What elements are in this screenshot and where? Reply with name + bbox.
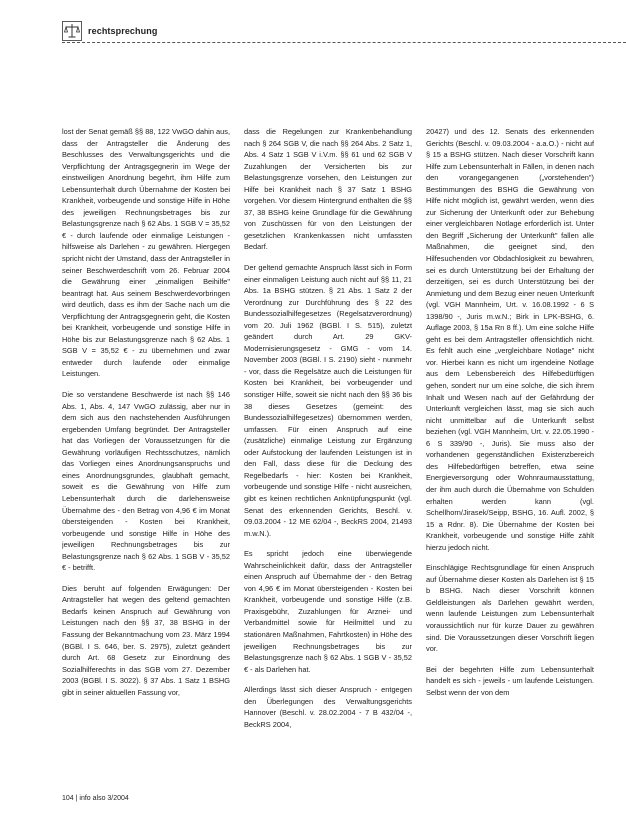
text-column-2: [244, 126, 412, 784]
paragraph: Der geltend gemachte Anspruch lässt sich in Form einer einmaligen Leistung auch nicht auf §§ 11, 21 Abs. 1a BSHG stützen. § 21 Abs. 1 Satz 2 der Verordnung zur Durchführung des § 22 des Bundessozialhilfegesetzes (Regelsatzverordnung) vom 20. Juli 1962 (BGBl. I S. 515), zuletzt geändert durch Art. 29 GKV-Modernisierungsgesetz - GMG - vom 14. November 2003 (BGBl. I S. 2190) sieht - nunmehr - vor, dass die Regelsätze auch die Leistungen für Kosten bei Krankheit, bei vorbeugender und sonstiger Hilfe, soweit sie nicht nach den §§ 36 bis 38 dieses Gesetzes (gemeint: des Bundessozialhilfegesetzes) übernommen werden, umfassen. Für einen Anspruch auf eine (zusätzliche) einmalige Leistung zur Ergänzung oder Aufstockung der laufenden Leistungen ist in den Fall, dass diese für die Deckung des Regelbedarfs - hier: Kosten bei Krankheit, vorbeugende und sonstige Hilfe - nicht ausreichen, gibt es keinen rechtlichen Anknüpfungspunkt (vgl. Senat des erkennenden Gerichts, Beschl. v. 09.03.2004 - 12 ME 62/04 -, BeckRS 2004, 21493 m.w.N.).: [244, 263, 412, 538]
header-rule: [62, 42, 626, 43]
page-footer: 104 | info also 3/2004: [62, 795, 129, 802]
paragraph: Die so verstandene Beschwerde ist nach §§ 146 Abs. 1, Abs. 4, 147 VwGO zulässig, aber nur in dem sich aus den nachstehenden Ausführungen ergebenden Umfang begründet. Der Antragsteller hat das Vorliegen der Voraussetzungen für die Gewährung vorläufigen Rechtsschutzes, nämlich das Vorliegen eines Anordnungsanspruchs und eines Anordnungsgrundes, glaubhaft gemacht, soweit es die Gewährung von Hilfe zum Lebensunterhalt durch die darlehensweise Übernahme des - den Betrag von 4,96 € im Monat übersteigenden - Kosten bei Krankheit, vorbeugende und sonstige Hilfe in Höhe des jeweiligen Rechnungsbetrages bis zur Belastungsgrenze nach § 62 Abs. 1 SGB V - 35,52 € - betrifft.: [62, 390, 230, 573]
paragraph: 20427) und des 12. Senats des erkennenden Gerichts (Beschl. v. 09.03.2004 - a.a.O.) - nicht auf § 15 a BSHG stützen. Nach dieser Vorschrift kann Hilfe zum Lebensunterhalt in Fällen, in denen nach den vorangegangenen („vorstehenden") Bestimmungen des BSHG die Gewährung von Hilfe nicht möglich ist, gewährt werden, wenn dies zur Sicherung der Unterkunft oder zur Behebung einer vergleichbaren Notlage erforderlich ist. Unter den Begriff „Sicherung der Unterkunft" fallen alle Maßnahmen, die geeignet sind, den Hilfesuchenden vor Obdachlosigkeit zu bewahren, sei es durch Unterstützung bei der Erhaltung der derzeitigen, sei es durch Unterstützung bei der Anmietung und dem Bezug einer neuen Unterkunft (vgl. VGH Mannheim, Urt. v. 16.08.1992 - 6 S 1398/90 -, Juris m.w.N.; Birk in LPK-BSHG, 6. Auflage 2003, § 15a Rn 8 ff.). Um eine solche Hilfe geht es bei dem Antragsteller offensichtlich nicht. Es fehlt auch eine „vergleichbare Notlage" nicht vor. Hierbei kann es nicht um irgendeine Notlage aus dem Lebensbereich des Hilfebedürftigen gehen, sondert nur um eine solche, die sich ihrem Inhalt und Wesen nach auf der Gefährdung der Unterkunft vergleichen lässt, mag sie sich auch nicht unmittelbar auf die Unterkunft selbst beziehen (vgl. VGH Mannheim, Urt. v. 22.05.1990 - 6 S 339/90 -, Juris). Sie muss also der vorhandenen gegenständlichen Existenzbereich des Hilfebedürftigen betreffen, etwa seine Energieversorgung oder Wohnraumausstattung, der ihm auch durch die Übernahme von Schulden erhalten werden kann (vgl. Schellhorn/Jirasek/Seipp, BSHG, 16. Aufl. 2002, § 15 a Rdnr. 8). Die Übernahme der Kosten bei Krankheit, vorbeugende und sonstige Hilfe zählt hierzu jedoch nicht.: [426, 127, 594, 552]
scales-of-justice-icon: [62, 21, 82, 41]
section-label: rechtsprechung: [88, 26, 158, 36]
page-header: [62, 20, 157, 42]
paragraph: dass die Regelungen zur Krankenbehandlung nach § 264 SGB V, die nach §§ 264 Abs. 2 Satz 1, Abs. 4 Satz 1 SGB V i.V.m. §§ 61 und 62 SGB V Zuzahlungen der Versicherten bis zur Belastungsgrenze vorsehen, den Leistungen zur Hilfe bei Krankheit nach § 37 Satz 1 BSHG vorgehen. Vor diesem Hintergrund enthalten die §§ 37, 38 BSHG keine Grundlage für die Gewährung von Zuschüssen für von den Leistungen der gesetzlichen Krankenkassen nicht umfassten Bedarf.: [244, 127, 412, 252]
paragraph: Einschlägige Rechtsgrundlage für einen Anspruch auf Übernahme dieser Kosten als Darlehen ist § 15 b BSHG. Nach dieser Vorschrift können Geldleistungen als Darlehen gewährt werden, wenn laufende Leistungen zum Lebensunterhalt voraussichtlich nur für kurze Dauer zu gewähren sind. Die Voraussetzungen dieser Vorschrift liegen vor.: [426, 563, 594, 654]
paragraph: Dies beruht auf folgenden Erwägungen: Der Antragsteller hat wegen des geltend gemachten Bedarfs keinen Anspruch auf Gewährung von Leistungen nach den §§ 37, 38 BSHG in der Fassung der Bekanntmachung vom 23. März 1994 (BGBl. I S. 646, ber. S. 2975), zuletzt geändert durch Art. 68 Gesetz zur Einordnung des Sozialhilferechts in das SGB vom 27. Dezember 2003 (BGBl. I S. 3022). § 37 Abs. 1 Satz 1 BSHG gibt in seiner aktuellen Fassung vor,: [62, 583, 230, 697]
paragraph: Allerdings lässt sich dieser Anspruch - entgegen den Überlegungen des Verwaltungsgerichts Hannover (Beschl. v. 28.02.2004 - 7 B 432/04 -, BeckRS 2004,: [244, 685, 412, 729]
paragraph: Bei der begehrten Hilfe zum Lebensunterhalt handelt es sich - jeweils - um laufende Leistungen. Selbst wenn der von dem: [426, 664, 594, 697]
text-column-1: [62, 126, 230, 784]
text-column-3: [426, 126, 594, 784]
paragraph: lost der Senat gemäß §§ 88, 122 VwGO dahin aus, dass der Antragsteller die Änderung des Beschlusses des Verwaltungsgerichts und die Verpflichtung der Antragsgegnerin im Wege der einstweiligen Anordnung begehrt, ihm Hilfe zum Lebensunterhalt durch Übernahme der Kosten bei Krankheit, vorbeugende und sonstige Hilfe in Höhe des jeweiligen Rechnungsbetrages bis zur Belastungsgrenze nach § 62 Abs. 1 SGB V = 35,52 € - durch laufende oder einmalige Leistungen - hilfsweise als Darlehen - zu gewähren. Hiergegen spricht nicht der Umstand, dass der Antragsteller in seiner Beschwerdeschrift vom 26. Februar 2004 die Gewährung einer „einmaligen Beihilfe" beantragt hat. Aus seinem Beschwerdevorbringen wird deutlich, dass es ihm der Sache nach um die Verpflichtung der Antragsgegnerin geht, die Kosten bei Krankheit, vorbeugende und sonstige Hilfe in Höhe bis zur Belastungsgrenze nach § 62 Abs. 1 SGB V = 35,52 € - zu übernehmen und zwar entweder durch laufende oder einmalige Leistungen.: [62, 127, 230, 379]
article-body: [62, 126, 594, 784]
paragraph: Es spricht jedoch eine überwiegende Wahrscheinlichkeit dafür, dass der Antragsteller einen Anspruch auf Übernahme der - den Betrag von 4,96 € im Monat übersteigenden - Kosten bei Krankheit, vorbeugende und sonstige Hilfe (z.B. Praxisgebühr, Zuzahlungen für Arznei- und Verbandmittel sowie für Heilmittel und zu stationären Maßnahmen, Fahrtkosten) in Höhe des jeweiligen Rechnungsbetrages bis zur Belastungsgrenze nach § 62 Abs. 1 SGB V - 35,52 € - als Darlehen hat.: [244, 549, 412, 674]
